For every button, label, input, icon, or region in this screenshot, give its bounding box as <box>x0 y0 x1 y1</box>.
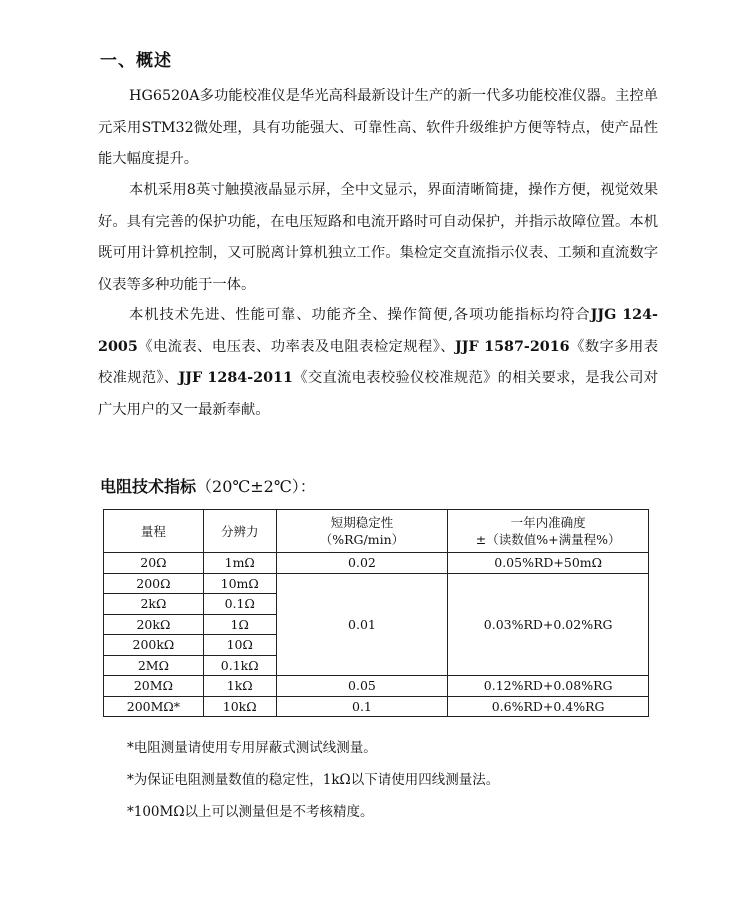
range-cell: 200kΩ <box>104 635 204 656</box>
overview-paragraph-3 <box>98 300 658 426</box>
range-cell: 20Ω <box>104 553 204 574</box>
resolution-cell: 10mΩ <box>203 573 276 594</box>
resolution-cell: 1Ω <box>203 614 276 635</box>
overview-paragraph-1: HG6520A多功能校准仪是华光高科最新设计生产的新一代多功能校准仪器。主控单元采用STM32微处理，具有功能强大、可靠性高、软件升级维护方便等特点，使产品性能大幅度提升。 <box>98 88 658 167</box>
note-four-wire: *为保证电阻测量数值的稳定性，1kΩ以下请使用四线测量法。 <box>127 772 500 788</box>
header-stability-line2: （%RG/min） <box>319 532 405 547</box>
range-cell: 2MΩ <box>104 655 204 676</box>
table-header-row <box>104 510 649 553</box>
range-cell: 20MΩ <box>104 676 204 697</box>
standard-jjg-124: JJG 124-2005 <box>98 307 658 355</box>
note-above-100m: *100MΩ以上可以测量但是不考核精度。 <box>127 804 374 820</box>
table-row <box>104 553 649 574</box>
header-accuracy-line2: ±（读数值%+满量程%） <box>475 532 621 547</box>
header-stability-line1: 短期稳定性 <box>330 515 394 530</box>
resistance-spec-table <box>103 509 649 717</box>
accuracy-cell: 0.05%RD+50mΩ <box>448 553 649 574</box>
table-row <box>104 676 649 697</box>
resolution-cell: 10kΩ <box>203 696 276 717</box>
resolution-cell: 0.1Ω <box>203 594 276 615</box>
resolution-cell: 1mΩ <box>203 553 276 574</box>
accuracy-cell: 0.6%RD+0.4%RG <box>448 696 649 717</box>
overview-paragraph-2: 本机采用8英寸触摸液晶显示屏，全中文显示，界面清晰简捷，操作方便，视觉效果好。具有完善的保护功能，在电压短路和电流开路时可自动保护，并指示故障位置。本机既可用计算机控制，又可脱离计算机独立工作。集检定交直流指示仪表、工频和直流数字仪表等多种功能于一体。 <box>98 182 658 293</box>
standard-jjf-1284: JJF 1284-2011 <box>178 370 293 386</box>
resistance-spec-heading <box>100 474 316 497</box>
resistance-spec-condition: （20℃±2℃）： <box>196 477 316 496</box>
header-resolution: 分辨力 <box>203 510 276 553</box>
resistance-spec-title: 电阻技术指标 <box>100 477 197 496</box>
header-accuracy-line1: 一年内准确度 <box>510 515 586 530</box>
stability-cell: 0.02 <box>276 553 448 574</box>
para3-text-e: 《数字多用表校准规范》、 <box>98 338 658 386</box>
resolution-cell: 10Ω <box>203 635 276 656</box>
accuracy-cell: 0.03%RD+0.02%RG <box>448 573 649 676</box>
table-row <box>104 696 649 717</box>
para3-text-g: 《交直流电表校验仪校准规范》的相关要求，是我公司对广大用户的又一最新奉献。 <box>98 370 658 418</box>
range-cell: 200MΩ* <box>104 696 204 717</box>
range-cell: 20kΩ <box>104 614 204 635</box>
resolution-cell: 0.1kΩ <box>203 655 276 676</box>
section-title: 一、概述 <box>100 51 172 71</box>
stability-cell: 0.1 <box>276 696 448 717</box>
resolution-cell: 1kΩ <box>203 676 276 697</box>
stability-cell: 0.05 <box>276 676 448 697</box>
accuracy-cell: 0.12%RD+0.08%RG <box>448 676 649 697</box>
table-row <box>104 573 649 594</box>
para3-text-c: 《电流表、电压表、功率表及电阻表检定规程》、 <box>137 338 456 355</box>
standard-jjf-1587: JJF 1587-2016 <box>455 338 570 355</box>
para3-text-a: 本机技术先进、性能可靠、功能齐全、操作简便,各项功能指标均符合 <box>129 307 591 323</box>
range-cell: 200Ω <box>104 573 204 594</box>
header-stability <box>276 510 448 553</box>
range-cell: 2kΩ <box>104 594 204 615</box>
header-range: 量程 <box>104 510 204 553</box>
stability-cell: 0.01 <box>276 573 448 676</box>
note-shielded-leads: *电阻测量请使用专用屏蔽式测试线测量。 <box>127 740 377 756</box>
header-accuracy <box>448 510 649 553</box>
